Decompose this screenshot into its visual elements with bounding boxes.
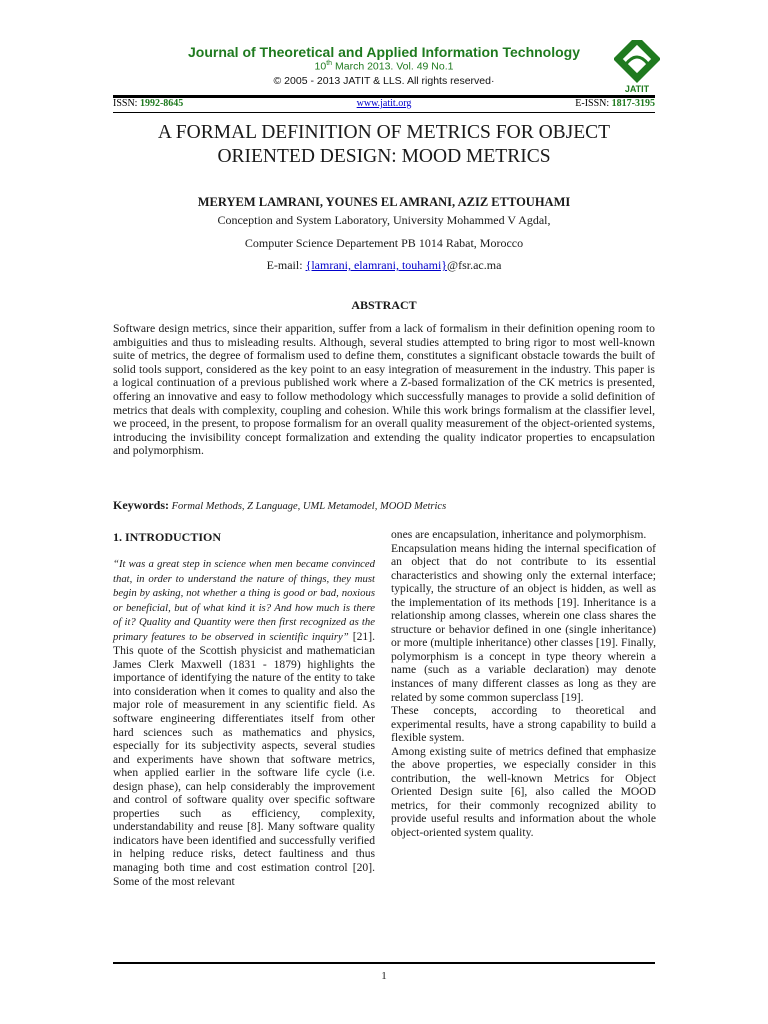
left-column bbox=[113, 530, 375, 888]
footer-rule bbox=[113, 962, 655, 964]
copyright-notice: © 2005 - 2013 JATIT & LLS. All rights reserved· bbox=[273, 75, 495, 87]
abstract-heading: ABSTRACT bbox=[351, 298, 417, 312]
left-column-text: [21]. This quote of the Scottish physicist and mathematician James Clerk Maxwell (1831 - 1879) highlights the importance of identifying the nature of the entity to take into consideration when it comes to quality and also the major role of measurement in any scientific field. As software engineering differentiates itself from other hard sciences such as mathematics and physics, especially for its subjectivity aspects, several studies and experiments have shown that software metrics, when applied earlier in the software life cycle (i.e. design phase), can help considerably the improvement and control of software quality over specific software properties such as efficiency, complexity, understandability and reuse [8]. Many software quality indicators have been identified and successfully verified in helping reduce risks, detect faultiness and thus managing both time and cost estimation control [20]. Some of the most relevant bbox=[113, 629, 375, 888]
keywords-values: Formal Methods, Z Language, UML Metamodel, MOOD Metrics bbox=[169, 501, 447, 512]
right-paragraph-4: Among existing suite of metrics defined that emphasize the above properties, we especially consider in this contribution, the well-known Metrics for Object Oriented Design suite [6], also called the MOOD metrics, for their commonly recognized ability to provide useful results and information about the whole object-oriented system quality. bbox=[391, 744, 656, 840]
issue-day: 10 bbox=[314, 60, 327, 73]
eissn-value: 1817-3195 bbox=[611, 98, 655, 109]
right-column bbox=[391, 528, 656, 840]
page-number: 1 bbox=[381, 970, 387, 982]
right-paragraph-1: ones are encapsulation, inheritance and polymorphism. bbox=[391, 528, 647, 541]
email-link[interactable]: {lamrani, elamrani, touhami} bbox=[305, 258, 448, 272]
abstract-body: Software design metrics, since their apparition, suffer from a lack of formalism in their definition opening room to ambiguities and thus to misleading results. Although, several studies attempted to bring rigor to most well-known suite of metrics, the degree of formalism used to define them, constitutes a significant obstacle towards the built of solid tools support, considered as the key point to an easy integration of measurement in the industry. This paper is a logical continuation of a previous published work where a Z-based formalization of the CK metrics is presented, offering an innovative and easy to follow methodology which successfully manages to provide a solid definition of metrics that deals with complexity, coupling and cohesion. While this work brings formalism at the classifier level, we proceed, in the present, to propose formalism for an overall quality measurement of the object-oriented systems, introducing the invisibility concept formalization and extending the quality indicator properties to encapsulation and polymorphism. bbox=[113, 322, 655, 458]
logo-text: JATIT bbox=[624, 84, 650, 94]
issn-value: 1992-8645 bbox=[139, 98, 184, 109]
authors: MERYEM LAMRANI, YOUNES EL AMRANI, AZIZ ETTOUHAMI bbox=[197, 195, 571, 209]
paper-title: A FORMAL DEFINITION OF METRICS FOR OBJECT ORIENTED DESIGN: MOOD METRICS bbox=[157, 122, 611, 167]
affiliation-line-1: Conception and System Laboratory, University Mohammed V Agdal, bbox=[217, 213, 551, 227]
issue-day-suffix: th bbox=[326, 60, 333, 67]
right-paragraph-2: Encapsulation means hiding the internal specification of an object that do not contribute to its essential characteristics and showing only the external interface; typically, the structure of an object is hidden, as well as the implementation of its methods [19]. Inheritance is a relationship among classes, wherein one class shares the structure or behavior defined in one (single inheritance) or more (multiple inheritance) other classes [19]. Finally, polymorphism is a concept in type theory wherein a name (such as a variable declaration) may denote instances of many different classes as long as they are related by some common superclass [19]. bbox=[391, 541, 656, 704]
section-heading-introduction: 1. INTRODUCTION bbox=[113, 530, 222, 544]
journal-name: Journal of Theoretical and Applied Information Technology bbox=[187, 44, 581, 60]
eissn-label: E-ISSN: bbox=[575, 98, 610, 109]
email-label: E-mail: bbox=[266, 258, 306, 272]
email-line bbox=[113, 258, 655, 273]
keywords-label: Keywords: bbox=[113, 498, 169, 512]
jatit-logo bbox=[614, 40, 660, 96]
issn-label: ISSN: bbox=[113, 98, 138, 109]
maxwell-quote: “It was a great step in science when men became convinced that, in order to understand the nature of things, they must begin by asking, not whether a thing is good or bad, noxious or beneficial, but of what kind it is? And how much is there of it? Quality and Quantity were then first recognized as the primary features to be observed in scientific inquiry” bbox=[113, 558, 375, 643]
email-domain: @fsr.ac.ma bbox=[447, 258, 502, 272]
affiliation-line-2: Computer Science Departement PB 1014 Rabat, Morocco bbox=[244, 236, 524, 250]
meta-rule bbox=[113, 112, 655, 113]
keywords-line bbox=[113, 498, 655, 513]
eissn bbox=[575, 98, 655, 109]
right-paragraph-3: These concepts, according to theoretical and experimental results, have a strong capability to build a flexible system. bbox=[391, 704, 656, 745]
issue-rest: March 2013. Vol. 49 No.1 bbox=[332, 60, 454, 73]
website-link[interactable]: www.jatit.org bbox=[356, 98, 412, 109]
